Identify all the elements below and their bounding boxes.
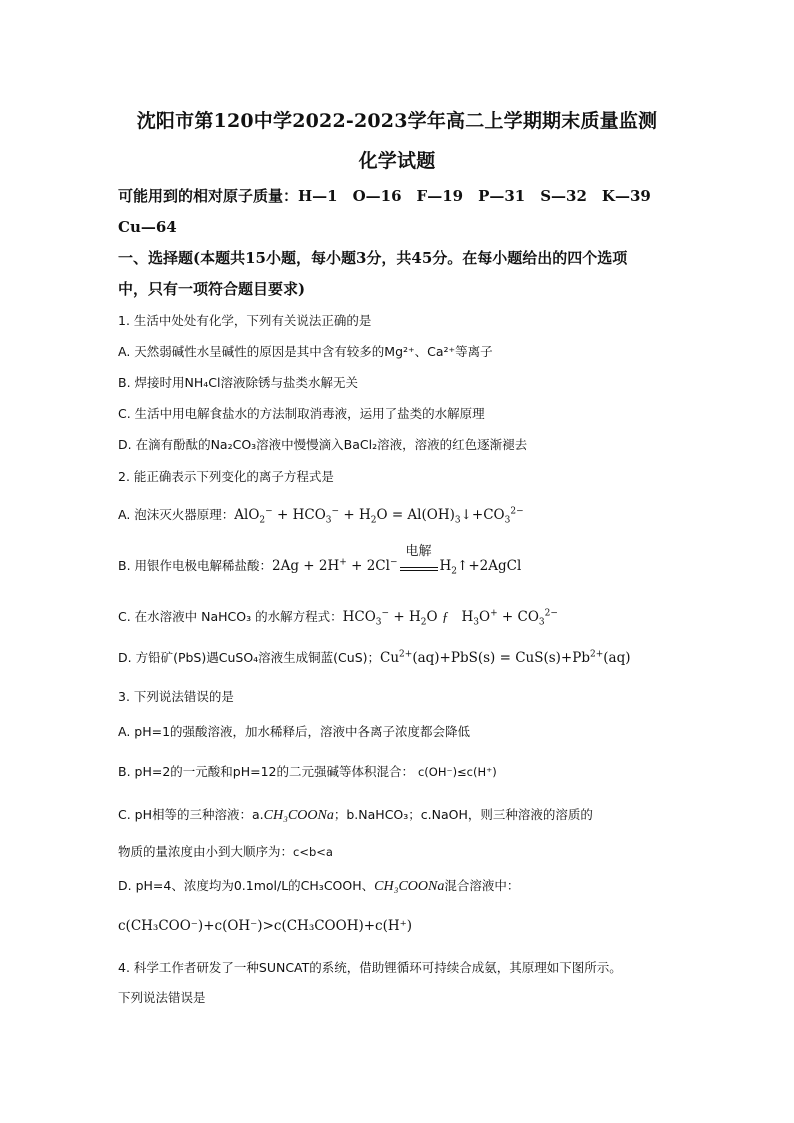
page-subtitle: 化学试题: [358, 150, 436, 172]
q3-option-b: [118, 762, 684, 782]
q3-option-c-line1: [118, 805, 684, 826]
q3-option-c-order-text: 物质的量浓度由小到大顺序为：: [118, 844, 294, 859]
q1-option-b: B. 焊接时用NH₄Cl溶液除锈与盐类水解无关: [118, 375, 358, 390]
q2-option-d-label: D. 方铅矿(PbS)遇CuSO₄溶液生成铜蓝(CuS)；: [118, 650, 381, 665]
q2-option-d-equation: $Cu^{2+}(aq)+PbS(s) = CuS(s)+Pb^{2+}(aq)$: [380, 649, 631, 666]
q3-option-d-prefix: D. pH=4、浓度均为0.1mol/L的CH₃COOH、: [118, 878, 375, 893]
q1-option-a: A. 天然弱碱性水呈碱性的原因是其中含有较多的Mg²⁺、Ca²⁺等离子: [118, 344, 493, 359]
q2-stem: 2. 能正确表示下列变化的离子方程式是: [118, 469, 334, 484]
q2-option-b-electrolysis-label: 电解: [405, 544, 432, 559]
q2-option-a-equation: $AlO_2^- + HCO_3^- + H_2O$ = $Al(OH)_3↓+CO_3^{2-}$: [234, 506, 524, 526]
q2-option-a: [118, 505, 684, 525]
q1-stem: 1. 生活中处处有化学，下列有关说法正确的是: [118, 313, 372, 328]
q1-option-d: D. 在滴有酚酞的Na₂CO₃溶液中慢慢滴入BaCl₂溶液，溶液的红色逐渐褪去: [118, 437, 528, 452]
q3-option-d-formula: c(CH₃COO⁻)+c(OH⁻)>c(CH₃COOH)+c(H⁺): [118, 918, 413, 934]
q2-option-b: [118, 544, 684, 578]
q3-option-d-ch3coona: CH₃COONa: [374, 879, 445, 894]
q2-option-b-equation: 2Ag + 2H+ + 2Cl− 电解 $H_2↑+2AgCl$: [272, 544, 522, 577]
section-heading-line1: 一、选择题(本题共15小题，每小题3分，共45分。在每小题给出的四个选项: [118, 249, 628, 267]
q3-option-c-order: c<b<a: [293, 845, 333, 859]
q1-option-c: C. 生活中用电解食盐水的方法制取消毒液，运用了盐类的水解原理: [118, 406, 485, 421]
q3-option-c-ch3coona: CH₃COONa: [263, 808, 334, 823]
q3-option-c-line2: [118, 842, 684, 862]
page-title: 沈阳市第120中学2022-2023学年高二上学期期末质量监测: [136, 110, 658, 132]
atomic-masses-line1: 可能用到的相对原子质量：H—1 O—16 F—19 P—31 S—32 K—39: [118, 187, 651, 205]
q2-option-b-label: B. 用银作电极电解稀盐酸：: [118, 558, 273, 573]
q3-option-d-line1: [118, 876, 684, 897]
q3-option-b-relation: c(OH⁻)≤c(H⁺): [417, 765, 497, 779]
q3-option-b-text: B. pH=2的一元酸和pH=12的二元强碱等体积混合：: [118, 764, 414, 779]
q3-option-a: A. pH=1的强酸溶液，加水稀释后，溶液中各离子浓度都会降低: [118, 724, 471, 739]
atomic-masses-line2: Cu—64: [118, 218, 177, 236]
q2-option-c: [118, 607, 684, 627]
q3-stem: 3. 下列说法错误的是: [118, 689, 234, 704]
q2-option-c-equation: $HCO_3^- + H_2O$ ƒ $H_3O^+ + CO_3^{2-}$: [342, 608, 558, 628]
q4-stem-line2: 下列说法错误是: [118, 990, 206, 1005]
q4-stem-line1: 4. 科学工作者研发了一种SUNCAT的系统，借助锂循环可持续合成氨，其原理如下图所示。: [118, 960, 622, 975]
q3-option-c-rest: ；b.NaHCO₃；c.NaOH，则三种溶液的溶质的: [333, 807, 593, 822]
q2-option-c-label: C. 在水溶液中 NaHCO₃ 的水解方程式：: [118, 609, 343, 624]
q2-option-d: [118, 648, 684, 668]
q3-option-c-prefix: C. pH相等的三种溶液：a.: [118, 807, 264, 822]
section-heading-line2: 中，只有一项符合题目要求): [118, 280, 306, 298]
q3-option-d-suffix: 混合溶液中：: [444, 878, 520, 893]
q2-option-a-label: A. 泡沫灭火器原理：: [118, 507, 235, 522]
